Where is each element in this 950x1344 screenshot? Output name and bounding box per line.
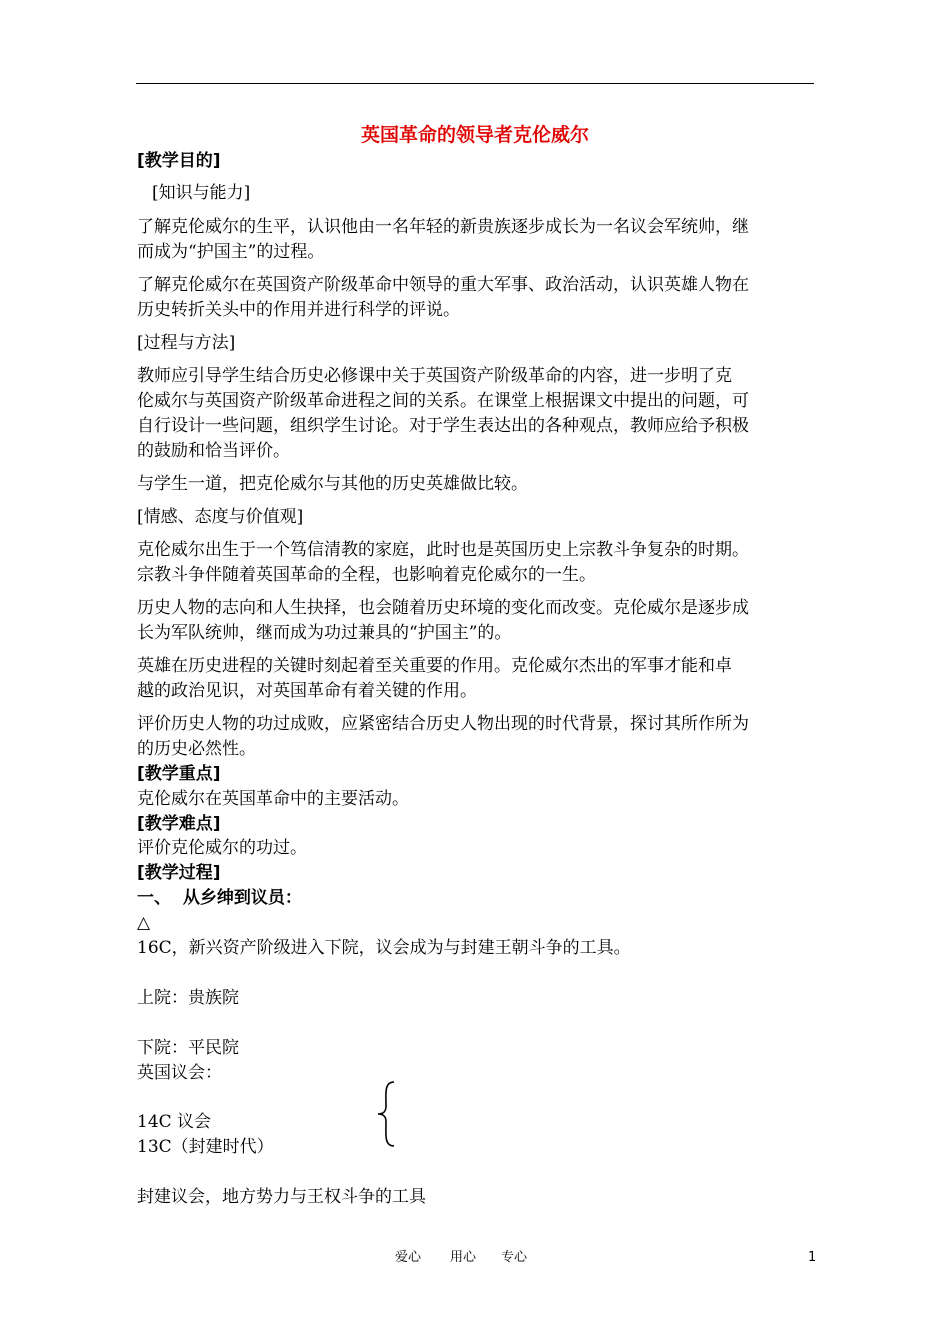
paragraph-line: 而成为“护国主”的过程。	[137, 242, 325, 262]
process-heading: [过程与方法]	[137, 333, 236, 353]
paragraph-line: 的鼓励和恰当评价。	[137, 441, 290, 461]
lower-house: 下院：平民院	[137, 1038, 239, 1058]
left-brace-icon	[372, 1080, 402, 1148]
paragraph-line: 伦威尔与英国资产阶级革命进程之间的关系。在课堂上根据课文中提出的问题，可	[137, 391, 749, 411]
paragraph-line: 的历史必然性。	[137, 739, 256, 759]
footer-motto-3: 专心	[501, 1250, 528, 1265]
paragraph-line: 与学生一道，把克伦威尔与其他的历史英雄做比较。	[137, 474, 528, 494]
focus-text: 克伦威尔在英国革命中的主要活动。	[137, 789, 409, 809]
paragraph-line: 16C，新兴资产阶级进入下院，议会成为与封建王朝斗争的工具。	[137, 938, 631, 958]
part1-heading: 一、 从乡绅到议员：	[137, 888, 302, 908]
paragraph-line: 了解克伦威尔的生平，认识他由一名年轻的新贵族逐步成长为一名议会军统帅，继	[137, 217, 749, 237]
document-title: 英国革命的领导者克伦威尔	[360, 124, 589, 146]
header-rule	[136, 83, 814, 84]
c13-label: 13C（封建时代）	[137, 1137, 274, 1157]
upper-house: 上院：贵族院	[137, 988, 239, 1008]
parliament-label: 英国议会：	[137, 1063, 222, 1083]
paragraph-line: 评价历史人物的功过成败，应紧密结合历史人物出现的时代背景，探讨其所作所为	[137, 714, 749, 734]
page-number: 1	[808, 1250, 817, 1265]
knowledge-heading: [知识与能力]	[152, 183, 251, 203]
footer-motto-1: 爱心	[395, 1250, 422, 1265]
paragraph-line: 克伦威尔出生于一个笃信清教的家庭，此时也是英国历史上宗教斗争复杂的时期。	[137, 540, 749, 560]
paragraph-line: 宗教斗争伴随着英国革命的全程，也影响着克伦威尔的一生。	[137, 565, 596, 585]
paragraph-line: 越的政治见识，对英国革命有着关键的作用。	[137, 681, 477, 701]
emotion-heading: [情感、态度与价值观]	[137, 507, 304, 527]
difficulty-text: 评价克伦威尔的功过。	[137, 838, 307, 858]
procedure-heading: [教学过程]	[137, 863, 221, 883]
focus-heading: [教学重点]	[137, 764, 221, 784]
difficulty-heading: [教学难点]	[137, 814, 221, 834]
paragraph-line: 教师应引导学生结合历史必修课中关于英国资产阶级革命的内容，进一步明了克	[137, 366, 732, 386]
paragraph-line: 封建议会，地方势力与王权斗争的工具	[137, 1187, 426, 1207]
paragraph-line: 长为军队统帅，继而成为功过兼具的“护国主”的。	[137, 623, 512, 643]
c14-label: 14C 议会	[137, 1112, 212, 1132]
paragraph-line: 历史人物的志向和人生抉择，也会随着历史环境的变化而改变。克伦威尔是逐步成	[137, 598, 749, 618]
paragraph-line: 历史转折关头中的作用并进行科学的评说。	[137, 300, 460, 320]
paragraph-line: 自行设计一些问题，组织学生讨论。对于学生表达出的各种观点，教师应给予积极	[137, 416, 749, 436]
paragraph-line: 了解克伦威尔在英国资产阶级革命中领导的重大军事、政治活动，认识英雄人物在	[137, 275, 749, 295]
paragraph-line: 英雄在历史进程的关键时刻起着至关重要的作用。克伦威尔杰出的军事才能和卓	[137, 656, 732, 676]
triangle-icon: △	[137, 913, 151, 933]
footer-motto-2: 用心	[450, 1250, 477, 1265]
objectives-heading: [教学目的]	[137, 151, 221, 171]
